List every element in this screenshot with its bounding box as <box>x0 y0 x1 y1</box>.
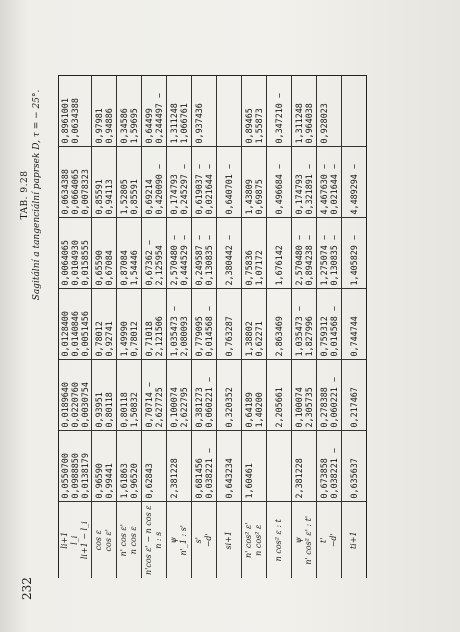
cell-value: 0,673858 <box>319 458 329 499</box>
table-cell <box>167 76 192 147</box>
table-cell <box>192 76 217 147</box>
table-cell <box>217 431 242 502</box>
cell-value: 2,080093 <box>179 316 189 357</box>
cell-value: 0,62271 <box>254 321 264 357</box>
table-cell <box>117 147 142 218</box>
cell-value: 1,59695 <box>129 108 139 144</box>
table-cell <box>192 218 217 289</box>
table-cell <box>117 289 142 360</box>
cell-value: 0,97981 <box>94 108 104 144</box>
row-label-line: n' cos ε' <box>119 524 128 557</box>
cell-value <box>329 79 339 143</box>
table-cell <box>92 147 117 218</box>
cell-value: 0,038221 − <box>204 448 214 499</box>
table-cell <box>217 289 242 360</box>
table-cell <box>59 76 92 147</box>
table-cell <box>292 76 317 147</box>
table-cell <box>242 147 267 218</box>
cell-value: 0,78012 <box>94 321 104 357</box>
table-cell <box>317 218 342 289</box>
row-label-line: l_i <box>70 535 79 545</box>
cell-value: 1,52805 <box>119 179 129 215</box>
row-label-line: −d' <box>329 533 338 548</box>
cell-value <box>349 79 359 143</box>
cell-value: 2,570480 − <box>294 235 304 286</box>
cell-value: 0,130835 − <box>329 235 339 286</box>
table-row <box>192 76 217 578</box>
table-cell <box>142 360 167 431</box>
cell-value: 0,96590 <box>94 463 104 499</box>
table-title: TAB. 9.28 <box>20 170 30 220</box>
cell-value: 0,93951 <box>94 392 104 428</box>
cell-value: 0,060221 − <box>329 377 339 428</box>
cell-value: 1,676142 <box>274 245 284 286</box>
cell-value: 1,311248 <box>169 103 179 144</box>
row-label <box>292 502 317 578</box>
cell-value: 0,964038 <box>304 103 314 144</box>
table-cell <box>317 76 342 147</box>
table-cell <box>317 360 342 431</box>
cell-value <box>204 79 214 143</box>
cell-value: 0,87084 <box>119 250 129 286</box>
cell-value: 0,038221 − <box>329 448 339 499</box>
cell-value: 0,34586 <box>119 108 129 144</box>
table-row <box>242 76 267 578</box>
cell-value: 0,249587 − <box>194 235 204 286</box>
table-cell <box>242 289 267 360</box>
row-label <box>167 502 192 578</box>
table-cell <box>217 360 242 431</box>
cell-value: 0,640701 − <box>224 164 234 215</box>
row-label <box>117 502 142 578</box>
cell-value: 1,38802 <box>244 321 254 357</box>
cell-value: 0,70714 − <box>144 382 154 428</box>
row-label-line: n'_1 : s' <box>179 524 188 556</box>
table-cell <box>142 147 167 218</box>
cell-value: 0,496684 − <box>274 164 284 215</box>
table-cell <box>192 289 217 360</box>
table-cell <box>92 289 117 360</box>
cell-value: 0,347210 − <box>274 93 284 144</box>
table-cell <box>292 431 317 502</box>
cell-value: 1,311248 <box>294 103 304 144</box>
row-label-line: n' cos² ε' <box>244 522 253 559</box>
table-cell <box>342 218 367 289</box>
cell-value: 1,827996 <box>304 316 314 357</box>
row-label-line: li+1 <box>60 531 69 549</box>
cell-value: 1,60461 <box>244 463 254 499</box>
table-cell <box>292 289 317 360</box>
table-caption <box>20 30 42 360</box>
cell-value: 1,55873 <box>254 108 264 144</box>
table-cell <box>267 289 292 360</box>
cell-value: 0,681456 <box>194 458 204 499</box>
table-cell <box>192 147 217 218</box>
table-cell <box>92 76 117 147</box>
cell-value: 0,0634388 <box>60 169 70 215</box>
cell-value: 0,928023 <box>319 103 329 144</box>
cell-value: 0,779095 <box>194 316 204 357</box>
row-label-line: cos ε <box>94 530 103 551</box>
cell-value: 0,759312 <box>319 316 329 357</box>
row-label <box>217 502 242 578</box>
table-cell <box>342 147 367 218</box>
table-cell <box>267 431 292 502</box>
cell-value: 0,381273 <box>194 387 204 428</box>
cell-value: 0,245297 − <box>179 164 189 215</box>
table-cell <box>342 289 367 360</box>
table-cell <box>92 431 117 502</box>
table-cell <box>292 218 317 289</box>
cell-value <box>80 79 90 143</box>
table-cell <box>342 431 367 502</box>
table-cell <box>142 289 167 360</box>
cell-value: 0,444529 − <box>179 235 189 286</box>
cell-value: 0,174793 <box>169 174 179 215</box>
cell-value: 0,89465 <box>244 108 254 144</box>
cell-value: 2,205661 <box>274 387 284 428</box>
table-cell <box>267 76 292 147</box>
table-row <box>142 76 167 578</box>
table-row <box>317 76 342 578</box>
row-label <box>142 502 167 578</box>
row-label-line: s' <box>194 537 203 544</box>
table-cell <box>142 218 167 289</box>
row-label-line: n cos² ε : t <box>274 519 283 562</box>
cell-value: 0,69214 <box>144 179 154 215</box>
cell-value: 0,100074 <box>294 387 304 428</box>
cell-value: 1,066761 <box>179 103 189 144</box>
cell-value: 0,278388 <box>319 387 329 428</box>
cell-value: 0,67084 <box>104 250 114 286</box>
cell-value: 0,96520 <box>129 463 139 499</box>
row-label-line: ψ <box>169 537 178 544</box>
cell-value: 0,62843 <box>144 463 154 499</box>
cell-value: 0,8961001 <box>60 98 70 144</box>
table-cell <box>117 360 142 431</box>
cell-value: 0,321891 − <box>304 164 314 215</box>
cell-value: 0,0078323 <box>80 169 90 215</box>
cell-value: 0,763287 <box>224 316 234 357</box>
cell-value: 0,0051456 <box>80 311 90 357</box>
cell-value: 0,100074 <box>169 387 179 428</box>
table-cell <box>317 289 342 360</box>
table-subtitle: Sagitální a tangenciální paprsek D, τ = − 25°. <box>32 89 42 301</box>
table-cell <box>317 431 342 502</box>
cell-value: 1,07172 <box>254 250 264 286</box>
row-label-line: ψ <box>294 537 303 544</box>
cell-value <box>304 434 314 498</box>
cell-value: 0,78012 <box>129 321 139 357</box>
cell-value: 2,125954 <box>154 245 164 286</box>
cell-value: 1,035473 − <box>294 306 304 357</box>
table-cell <box>167 218 192 289</box>
table-row <box>267 76 292 578</box>
table-cell <box>267 147 292 218</box>
table-row <box>342 76 367 578</box>
cell-value: 0,014568 − <box>204 306 214 357</box>
row-label <box>267 502 292 578</box>
cell-value: 0,643234 <box>224 458 234 499</box>
cell-value: 0,130835 − <box>204 235 214 286</box>
cell-value: 1,405829 − <box>349 235 359 286</box>
cell-value: 0,65590 <box>94 250 104 286</box>
cell-value: 0,244497 − <box>154 93 164 144</box>
cell-value: 0,174793 <box>294 174 304 215</box>
cell-value: 0,0664065 <box>70 169 80 215</box>
row-label <box>92 502 117 578</box>
table-cell <box>267 360 292 431</box>
table-cell <box>167 147 192 218</box>
row-label <box>317 502 342 578</box>
cell-value <box>179 434 189 498</box>
row-label <box>192 502 217 578</box>
row-label <box>59 502 92 578</box>
table-cell <box>242 76 267 147</box>
cell-value <box>274 434 284 498</box>
cell-value <box>224 79 234 143</box>
cell-value: 1,43809 <box>244 179 254 215</box>
row-label-line: n'cos ε' − n cos ε <box>144 505 153 575</box>
cell-value: 0,937436 <box>194 103 204 144</box>
table-cell <box>192 360 217 431</box>
cell-value: 0,021644 − <box>204 164 214 215</box>
table-cell <box>242 431 267 502</box>
row-label-line: n' cos² ε' : t' <box>304 515 313 565</box>
cell-value: 0,75836 <box>244 250 254 286</box>
cell-value: 0,80118 <box>104 392 114 428</box>
data-table <box>58 75 367 578</box>
table-cell <box>59 218 92 289</box>
rotated-content <box>18 30 438 600</box>
cell-value: 1,40200 <box>254 392 264 428</box>
table-row <box>92 76 117 578</box>
cell-value: 0,94886 <box>104 108 114 144</box>
cell-value: 0,420090 − <box>154 164 164 215</box>
cell-value: 0,744744 <box>349 316 359 357</box>
table-cell <box>59 147 92 218</box>
table-row <box>117 76 142 578</box>
cell-value: 0,67362 − <box>144 240 154 286</box>
cell-value: 0,0030754 <box>80 382 90 428</box>
table-cell <box>292 147 317 218</box>
cell-value: 2,381228 <box>169 458 179 499</box>
row-label <box>342 502 367 578</box>
cell-value: 0,217467 <box>349 387 359 428</box>
table-cell <box>342 76 367 147</box>
table-row <box>292 76 317 578</box>
cell-value: 0,85591 <box>94 179 104 215</box>
table-cell <box>267 218 292 289</box>
cell-value: 0,0140846 <box>70 311 80 357</box>
cell-value: 0,0220760 <box>70 382 80 428</box>
cell-value: 0,64189 <box>244 392 254 428</box>
cell-value: 0,69875 <box>254 179 264 215</box>
row-label-line: ti+1 <box>349 531 358 550</box>
table-cell <box>242 360 267 431</box>
cell-value: 0,85591 <box>129 179 139 215</box>
page-number: 232 <box>20 577 34 600</box>
cell-value: 0,0634388 <box>70 98 80 144</box>
table-cell <box>217 218 242 289</box>
table-cell <box>117 431 142 502</box>
cell-value: 4,489294 − <box>349 164 359 215</box>
table-cell <box>142 76 167 147</box>
cell-value: 2,863469 <box>274 316 284 357</box>
cell-value <box>254 434 264 498</box>
cell-value: 0,021644 − <box>329 164 339 215</box>
row-label-line: n cos² ε <box>254 524 263 556</box>
table-row <box>167 76 192 578</box>
cell-value: 1,275074 − <box>319 235 329 286</box>
cell-value: 2,121506 <box>154 316 164 357</box>
table-cell <box>117 76 142 147</box>
table-row <box>217 76 242 578</box>
row-label-line: si+1 <box>224 531 233 550</box>
table-cell <box>167 431 192 502</box>
table-cell <box>167 360 192 431</box>
cell-value: 0,0988850 <box>70 453 80 499</box>
row-label-line: −d' <box>204 533 213 548</box>
table-cell <box>167 289 192 360</box>
table-cell <box>242 218 267 289</box>
table-cell <box>92 360 117 431</box>
cell-value: 0,80118 <box>119 392 129 428</box>
cell-value: 0,635637 <box>349 458 359 499</box>
table-cell <box>59 289 92 360</box>
cell-value: 2,305735 <box>304 387 314 428</box>
table-cell <box>117 218 142 289</box>
cell-value: 2,381228 <box>294 458 304 499</box>
cell-value: 4,467630 − <box>319 164 329 215</box>
cell-value <box>154 434 164 498</box>
cell-value: 0,0189640 <box>60 382 70 428</box>
row-label <box>242 502 267 578</box>
cell-value: 0,92741 <box>104 321 114 357</box>
table-cell <box>142 431 167 502</box>
table-cell <box>217 76 242 147</box>
cell-value: 0,0158555 <box>80 240 90 286</box>
cell-value: 0,71018 <box>144 321 154 357</box>
row-label-line: n cos ε <box>129 526 138 555</box>
row-label-line: cos ε' <box>104 529 113 552</box>
table-cell <box>59 360 92 431</box>
table-cell <box>317 147 342 218</box>
cell-value: 0,0128400 <box>60 311 70 357</box>
table-cell <box>59 431 92 502</box>
cell-value: 0,320352 <box>224 387 234 428</box>
cell-value: 2,570480 − <box>169 235 179 286</box>
cell-value: 1,035473 − <box>169 306 179 357</box>
cell-value: 0,64499 <box>144 108 154 144</box>
cell-value: 0,894238 − <box>304 235 314 286</box>
cell-value: 0,0104930 <box>70 240 80 286</box>
cell-value: 0,0550700 <box>60 453 70 499</box>
cell-value: 0,0138179 <box>80 453 90 499</box>
cell-value: 2,627725 <box>154 387 164 428</box>
cell-value: 0,99441 <box>104 463 114 499</box>
cell-value: 0,014568 − <box>329 306 339 357</box>
row-label-line: t' <box>319 537 328 543</box>
table-cell <box>342 360 367 431</box>
cell-value: 0,94113 <box>104 179 114 215</box>
cell-value: 0,0064065 <box>60 240 70 286</box>
cell-value: 2,380442 − <box>224 235 234 286</box>
cell-value: 0,619037 − <box>194 164 204 215</box>
cell-value: 1,61863 <box>119 463 129 499</box>
row-label-line: n : s <box>154 531 163 549</box>
table-row <box>59 76 92 578</box>
table-cell <box>92 218 117 289</box>
table-cell <box>217 147 242 218</box>
cell-value: 1,54446 <box>129 250 139 286</box>
row-label-line: li+1 − l_i <box>80 521 89 560</box>
table-cell <box>192 431 217 502</box>
cell-value: 0,060221 − <box>204 377 214 428</box>
cell-value: 1,50832 <box>129 392 139 428</box>
cell-value: 2,622795 <box>179 387 189 428</box>
table-cell <box>292 360 317 431</box>
cell-value: 1,49990 <box>119 321 129 357</box>
